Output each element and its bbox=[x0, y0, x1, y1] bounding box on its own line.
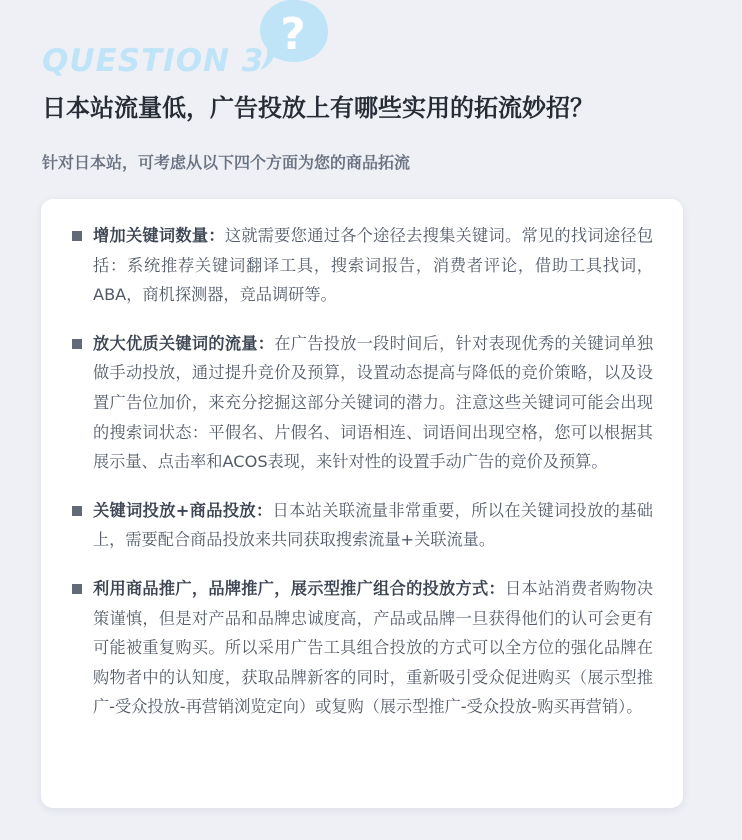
bullet-icon bbox=[72, 584, 82, 594]
question-label: QUESTION 3 bbox=[42, 43, 265, 79]
item-heading: 放大优质关键词的流量： bbox=[93, 333, 275, 353]
content-card bbox=[41, 199, 683, 808]
list-item bbox=[71, 496, 653, 555]
item-heading: 增加关键词数量： bbox=[93, 226, 225, 245]
item-body: 日本站消费者购物决策谨慎，但是对产品和品牌忠诚度高，产品或品牌一旦获得他们的认可会更有可能被重复购买。所以采用广告工具组合投放的方式可以全方位的强化品牌在购物者中的认知度，获取品牌新客的同时，重新吸引受众促进购买（展示型推广-受众投放-再营销浏览定向）或复购（展示型推广-受众投放-购买再营销）。 bbox=[93, 578, 654, 717]
item-body: 这就需要您通过各个途径去搜集关键词。常见的找词途径包括：系统推荐关键词翻译工具，搜索词报告，消费者评论，借助工具找词，ABA，商机探测器，竞品调研等。 bbox=[93, 226, 654, 305]
page-title: 日本站流量低，广告投放上有哪些实用的拓流妙招？ bbox=[42, 94, 594, 122]
list-item bbox=[71, 574, 653, 722]
item-heading: 利用商品推广，品牌推广，展示型推广组合的投放方式： bbox=[93, 578, 505, 598]
list-item bbox=[71, 221, 653, 310]
header bbox=[0, 0, 742, 200]
item-body: 在广告投放一段时间后，针对表现优秀的关键词单独做手动投放，通过提升竞价及预算，设置动态提高与降低的竞价策略，以及设置广告位加价，来充分挖掘这部分关键词的潜力。注意这些关键词可能会出现的搜索词状态：平假名、片假名、词语相连、词语间出现空格，您可以根据其展示量、点击率和ACOS表现，来针对性的设置手动广告的竞价及预算。 bbox=[93, 333, 654, 472]
list-item bbox=[71, 329, 653, 477]
bullet-icon bbox=[72, 506, 82, 516]
item-heading: 关键词投放+商品投放： bbox=[93, 500, 273, 520]
item-body: 日本站关联流量非常重要，所以在关键词投放的基础上，需要配合商品投放来共同获取搜索流量+关联流量。 bbox=[93, 500, 653, 550]
svg-text:?: ? bbox=[280, 9, 306, 60]
bullet-icon bbox=[72, 339, 82, 349]
page-subtitle: 针对日本站，可考虑从以下四个方面为您的商品拓流 bbox=[42, 153, 411, 172]
bullet-icon bbox=[72, 231, 82, 241]
